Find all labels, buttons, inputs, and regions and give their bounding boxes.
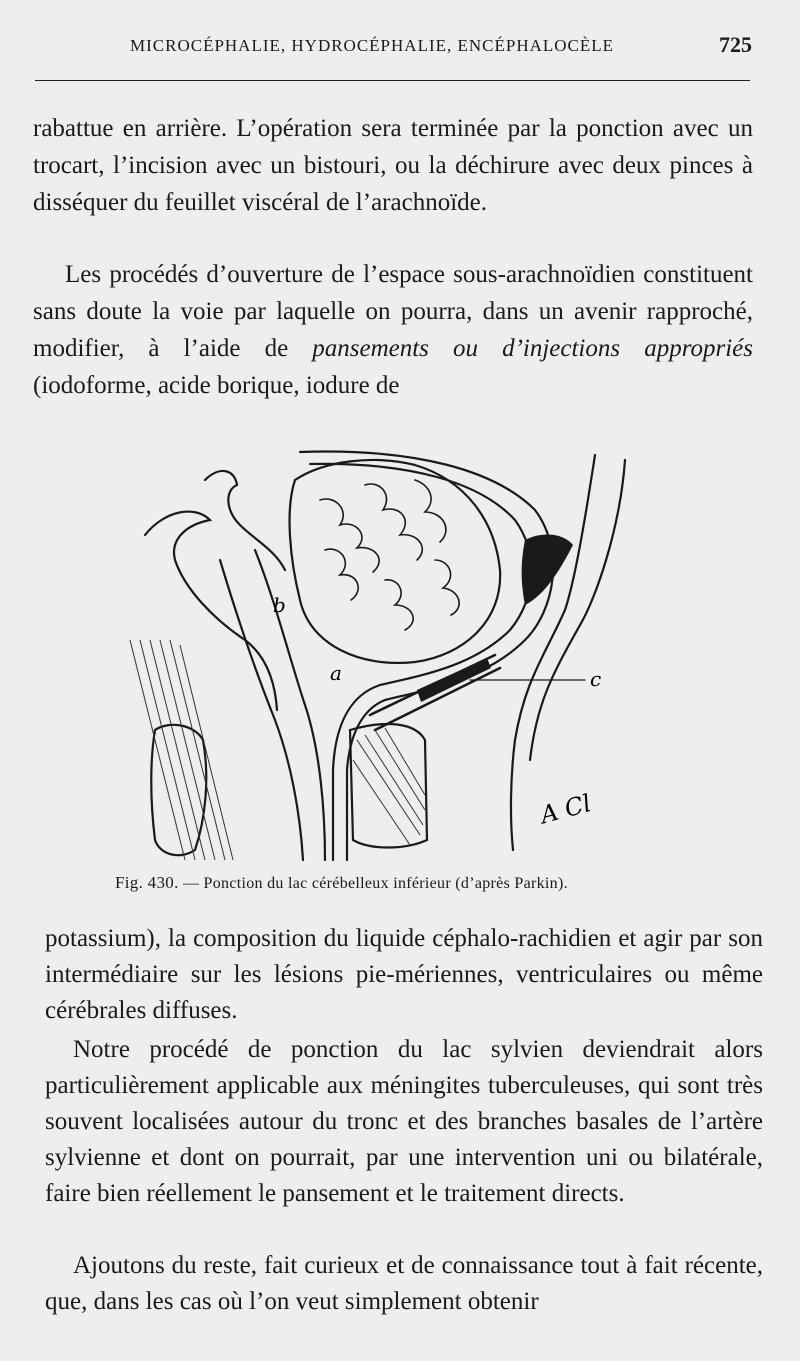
- paragraph-1: rabattue en arrière. L’opération sera terminée par la ponction avec un trocart, l’incision avec un bistouri, ou la déchirure avec deux pinces à disséquer du feuillet viscéral de l’arachnoïde.: [33, 115, 753, 216]
- cerebellum-folia: [320, 480, 459, 630]
- brainstem-back: [255, 550, 325, 860]
- cerebellum-outline: [290, 460, 501, 663]
- paragraph-3: potassium), la composition du liquide céphalo-rachidien et agir par son intermédiaire sur les lésions pie-mériennes, ventriculaires ou même cérébrales diffuses.: [45, 925, 763, 1024]
- hatching: [130, 640, 425, 860]
- paragraph-4: Notre procédé de ponction du lac sylvien deviendrait alors particulièrement applicable aux méningites tuberculeuses, qui sont très souvent localisées autour du tronc et des branches basales de l’artère sylvienne et dont on pourrait, par une intervention uni ou bilatérale, faire bien réellement le pansement et le traitement directs.: [45, 1036, 763, 1207]
- paragraph-2-emphasis: pansements ou d’injections appropriés: [312, 335, 753, 362]
- figure-label-a: a: [330, 661, 342, 685]
- figure-label-c: c: [590, 667, 602, 691]
- figure-caption-label: Fig. 430.: [115, 873, 179, 892]
- dark-region-lac: [522, 535, 573, 605]
- brainstem-front: [220, 560, 303, 860]
- paragraph-2: [33, 256, 753, 404]
- figure-caption-text: — Ponction du lac cérébelleux inférieur (d’après Parkin).: [178, 875, 568, 892]
- paragraph-5: Ajoutons du reste, fait curieux et de connaissance tout à fait récente, que, dans les cas où l’on veut simplement obtenir: [45, 1252, 763, 1315]
- figure-caption: [115, 873, 715, 893]
- paragraph-2-text-b: (iodoforme, acide borique, iodure de: [33, 372, 400, 399]
- header-rule: [35, 80, 750, 81]
- figure-label-b: b: [273, 593, 286, 617]
- paragraph-2-text-a: Les procédés d’ouverture de l’espace sous-arachnoïdien constituent sans doute la voie par laquelle on pourra, dans un avenir rapproché, modifier, à l’aide de: [33, 261, 753, 362]
- anatomical-figure: [125, 440, 665, 880]
- page-header: [35, 32, 752, 62]
- midbrain-outline: [145, 512, 277, 710]
- aqueduct-curve: [205, 471, 285, 570]
- running-head: MICROCÉPHALIE, HYDROCÉPHALIE, ENCÉPHALOCÈLE: [130, 36, 615, 55]
- figure-drawing: [125, 440, 665, 880]
- artist-signature: A Cl: [537, 789, 594, 830]
- page-number: 725: [719, 32, 752, 57]
